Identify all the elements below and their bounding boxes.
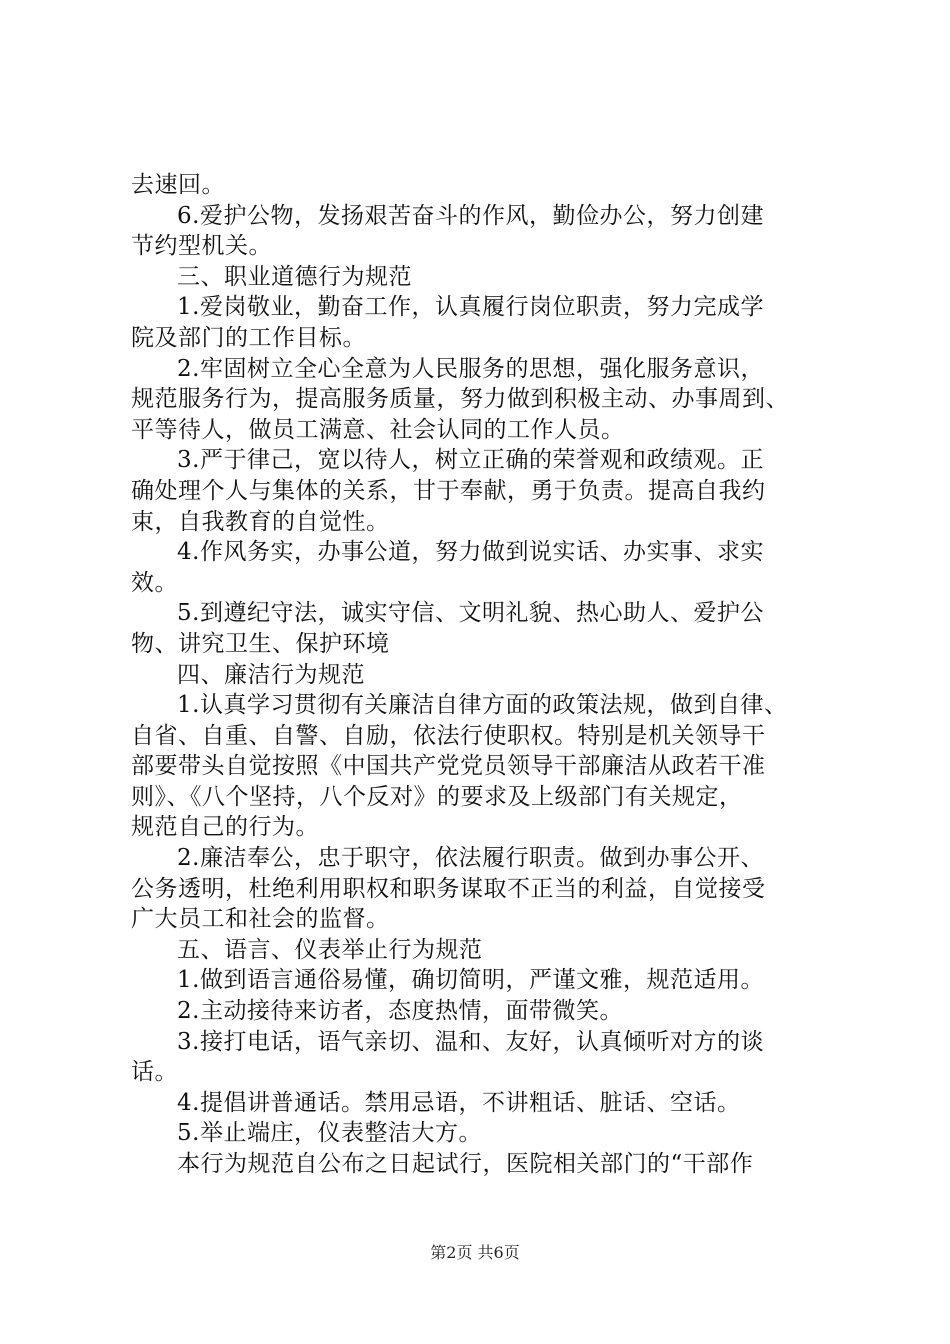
document-body [131,170,831,1180]
text-line: 去速回。 [131,172,225,198]
text-line: 话。 [131,1059,178,1086]
text-line: 公务透明，杜绝利用职权和职务谋取不正当的利益，自觉接受 [131,875,766,902]
text-line: 本行为规范自公布之日起试行，医院相关部门的“干部作 [177,1151,754,1177]
page-number: 第2页 共6页 [430,1243,520,1262]
text-line: 2.廉洁奉公，忠于职守，依法履行职责。做到办事公开、 [177,845,764,872]
text-line: 5.举止端庄，仪表整洁大方。 [177,1120,482,1147]
text-line: 物、讲究卫生、保护环境 [131,630,390,657]
text-line: 规范服务行为，提高服务质量，努力做到积极主动、办事周到、 [131,386,789,413]
text-line: 部要带头自觉按照《中国共产党党员领导干部廉洁从政若干准 [131,753,766,780]
text-line: 效。 [131,569,178,596]
text-line: 1.做到语言通俗易懂，确切简明，严谨文雅，规范适用。 [177,967,764,994]
text-line: 院及部门的工作目标。 [131,324,366,351]
text-line: 广大员工和社会的监督。 [131,906,390,933]
text-line: 4.提倡讲普通话。禁用忌语，不讲粗话、脏话、空话。 [177,1089,741,1116]
text-line: 平等待人，做员工满意、社会认同的工作人员。 [131,416,625,443]
text-line: 束，自我教育的自觉性。 [131,508,390,535]
text-line: 1.认真学习贯彻有关廉洁自律方面的政策法规，做到自律、 [177,692,788,719]
text-line: 4.作风务实，办事公道，努力做到说实话、办实事、求实 [177,539,764,566]
section-heading: 四、廉洁行为规范 [177,661,365,688]
text-line: 1.爱岗敬业，勤奋工作，认真履行岗位职责，努力完成学 [177,294,764,321]
section-heading: 三、职业道德行为规范 [177,263,412,290]
text-line: 自省、自重、自警、自励，依法行使职权。特别是机关领导干 [131,722,766,749]
text-line: 确处理个人与集体的关系，甘于奉献，勇于负责。提高自我约 [131,477,766,504]
text-line: 3.严于律己，宽以待人，树立正确的荣誉观和政绩观。正 [177,447,764,474]
text-line: 规范自己的行为。 [131,814,319,841]
text-line: 则》、《八个坚持，八个反对》的要求及上级部门有关规定， [131,783,743,810]
text-line: 6.爱护公物，发扬艰苦奋斗的作风，勤俭办公，努力创建 [177,202,764,229]
text-line: 2.牢固树立全心全意为人民服务的思想，强化服务意识， [177,355,764,382]
text-line: 3.接打电话，语气亲切、温和、友好，认真倾听对方的谈 [177,1028,764,1055]
section-heading: 五、语言、仪表举止行为规范 [177,936,483,963]
text-line: 2.主动接待来访者，态度热情，面带微笑。 [177,998,623,1025]
text-line: 5.到遵纪守法，诚实守信、文明礼貌、热心助人、爱护公 [177,600,764,627]
text-line: 节约型机关。 [131,233,272,260]
